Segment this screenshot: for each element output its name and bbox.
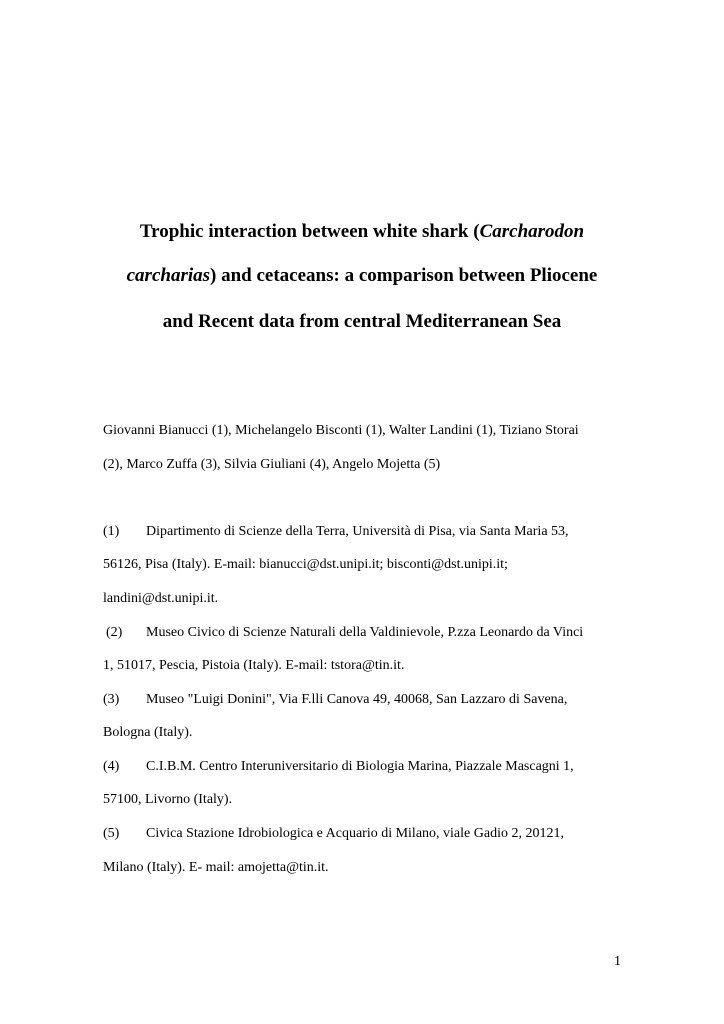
title-line-3-text: and Recent data from central Mediterranean Sea [162,311,562,332]
title-species: carcharias [126,265,211,286]
affiliation-2-number: (2) [106,625,123,640]
authors-line-1: Giovanni Bianucci (1), Michelangelo Bisconti (1), Walter Landini (1), Tiziano Storai [103,423,579,438]
affiliation-4-text: C.I.B.M. Centro Interuniversitario di Biologia Marina, Piazzale Mascagni 1, [146,759,574,774]
affiliation-1-line-3: landini@dst.unipi.it. [103,591,219,606]
affiliation-1-line-2: 56126, Pisa (Italy). E-mail: bianucci@dst.unipi.it; bisconti@dst.unipi.it; [103,557,508,572]
affiliation-5-line-1 [103,825,564,843]
affiliation-5-text: Civica Stazione Idrobiologica e Acquario di Milano, viale Gadio 2, 20121, [146,826,564,841]
affiliation-3-text: Museo "Luigi Donini", Via F.lli Canova 49, 40068, San Lazzaro di Savena, [146,692,568,707]
title-line-2 [0,265,724,287]
affiliation-5-number: (5) [103,826,120,841]
affiliation-3-line-1 [103,691,567,709]
authors-line-2: (2), Marco Zuffa (3), Silvia Giuliani (4), Angelo Mojetta (5) [103,457,441,472]
affiliation-5-line-2: Milano (Italy). E- mail: amojetta@tin.it. [103,860,329,875]
affiliation-4-number: (4) [103,759,120,774]
affiliation-1-text: Dipartimento di Scienze della Terra, Università di Pisa, via Santa Maria 53, [146,524,569,539]
title-line-1 [0,221,724,243]
affiliation-4-line-1 [103,758,574,776]
title-genus: Carcharodon [479,221,585,242]
affiliation-4-line-2: 57100, Livorno (Italy). [103,792,233,807]
title-line-1-text: Trophic interaction between white shark ( [139,221,480,242]
affiliation-1-line-1 [103,523,569,541]
affiliation-3-number: (3) [103,692,120,707]
affiliation-2-text: Museo Civico di Scienze Naturali della Valdinievole, P.zza Leonardo da Vinci [146,625,584,640]
page-number: 1 [614,954,621,969]
affiliation-2-line-2: 1, 51017, Pescia, Pistoia (Italy). E-mail: tstora@tin.it. [103,658,405,673]
affiliation-2-line-1 [106,624,583,642]
affiliation-1-number: (1) [103,524,120,539]
affiliation-3-line-2: Bologna (Italy). [103,725,193,740]
title-line-3 [0,311,724,333]
title-line-2-text: ) and cetaceans: a comparison between Pliocene [210,265,598,286]
